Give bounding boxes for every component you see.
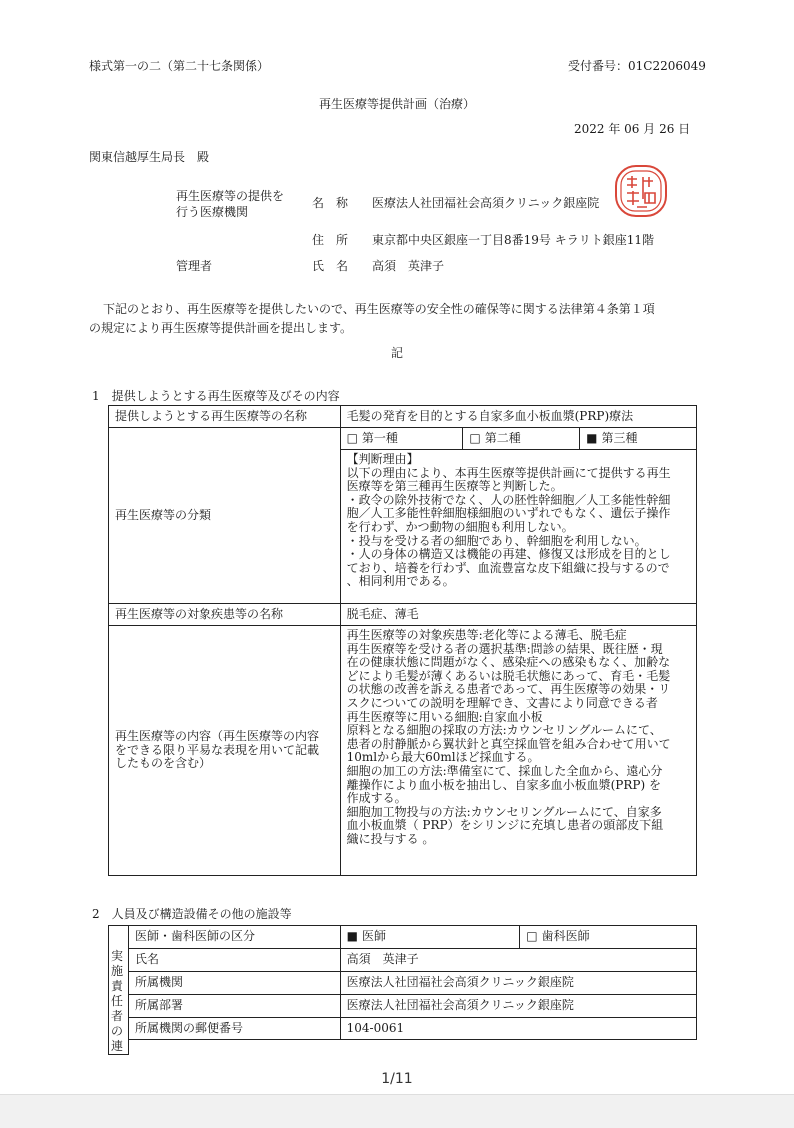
checkbox-filled-icon: ■	[346, 929, 358, 944]
postal-code-value: 104-0061	[340, 1017, 696, 1040]
checkbox-empty-icon: □	[346, 430, 358, 445]
content-value: 再生医療等の対象疾患等:老化等による薄毛、脱毛症 再生医療等を受ける者の選択基準:問診の結果、既往歴・現 在の健康状態に問題がなく、感染症への感染もなく、加齢な どにより毛髪が薄くあるいは脱毛状態にあって、育毛・毛髪 の状態の改善を訴える患者であって、再生医療等の効果・リ スクについての説明を理解でき、文書により同意できる者 再生医療等に用いる細胞:自家血小板 原料となる細胞の採取の方法:カウンセリングルームにて、 患者の肘静脈から翼状針と真空採血管を組み合わせて用いて 10mlから最大60mlほど採血する。 細胞の加工の方法:準備室にて、採血した全血から、遠心分 離操作により血小板を抽出し、自家多血小板血漿(PRP) を 作成する。 細胞加工物投与の方法:カウンセリングルームにて、自家多 血小板血漿（ PRP）をシリンジに充填し患者の頭部皮下組 織に投与する 。	[340, 626, 696, 876]
doctor-type-label: 医師・歯科医師の区分	[128, 926, 340, 949]
doctor-type-option-2: □ 歯科医師	[520, 926, 697, 949]
plan-name-label: 提供しようとする再生医療等の名称	[109, 406, 341, 428]
document-title: 再生医療等提供計画（治療）	[318, 97, 475, 111]
form-number: 様式第一の二（第二十七条関係）	[89, 59, 270, 73]
manager-label: 管理者	[176, 259, 213, 273]
institution-address: 東京都中央区銀座一丁目8番19号 キラリト銀座11階	[372, 233, 654, 247]
official-seal-icon	[613, 163, 669, 219]
section2-table	[108, 925, 697, 1055]
receipt-number: 受付番号：01C2206049	[568, 59, 706, 73]
page-footer-shade	[0, 1094, 794, 1128]
classification-reason: 【判断理由】 以下の理由により、本再生医療等提供計画にて提供する再生 医療等を第三種再生医療等と判断した。 ・政令の除外技術でなく、人の胚性幹細胞／人工多能性幹細 胞／人工多能性幹細胞様細胞のいずれでもなく、遺伝子操作 を行わず、かつ動物の細胞も利用しない。 ・投与を受ける者の細胞であり、幹細胞を利用しない。 ・人の身体の構造又は機能の再建、修復又は形成を目的とし ており、培養を行わず、血流豊富な皮下組織に投与するので 、相同利用である。	[340, 450, 696, 604]
classification-label: 再生医療等の分類	[109, 428, 341, 604]
affiliation-value: 医療法人社団福社会高須クリニック銀座院	[340, 971, 696, 994]
postal-code-label: 所属機関の郵便番号	[128, 1017, 340, 1040]
class-option-1: □ 第一種	[340, 428, 463, 450]
content-label: 再生医療等の内容（再生医療等の内容 をできる限り平易な表現を用いて記載 したものを含む）	[109, 626, 341, 876]
table-continuation	[128, 1040, 696, 1055]
addressee: 関東信越厚生局長 殿	[89, 150, 210, 164]
section1-table	[108, 405, 697, 876]
department-value: 医療法人社団福社会高須クリニック銀座院	[340, 994, 696, 1017]
doctor-type-option-1: ■ 医師	[340, 926, 520, 949]
section2-heading: 2 人員及び構造設備その他の施設等	[92, 907, 292, 921]
ki-mark: 記	[390, 346, 403, 360]
affiliation-label: 所属機関	[128, 971, 340, 994]
manager-name: 高須 英津子	[372, 259, 445, 273]
plan-name-value: 毛髪の発育を目的とする自家多血小板血漿(PRP)療法	[340, 406, 696, 428]
checkbox-empty-icon: □	[526, 929, 538, 944]
responsible-name-label: 氏名	[128, 948, 340, 971]
intro-paragraph: 下記のとおり、再生医療等を提供したいので、再生医療等の安全性の確保等に関する法律第４条第１項 の規定により再生医療等提供計画を提出します。	[89, 302, 655, 335]
name-label: 名 称	[312, 196, 349, 210]
manager-name-label: 氏 名	[312, 259, 349, 273]
checkbox-empty-icon: □	[469, 430, 481, 445]
submission-date: 2022 年 06 月 26 日	[574, 122, 691, 136]
institution-label: 再生医療等の提供を 行う医療機関	[176, 189, 285, 219]
disease-label: 再生医療等の対象疾患等の名称	[109, 604, 341, 626]
institution-name: 医療法人社団福社会高須クリニック銀座院	[372, 196, 600, 210]
responsible-name-value: 高須 英津子	[340, 948, 696, 971]
section1-heading: 1 提供しようとする再生医療等及びその内容	[92, 389, 340, 403]
page-number: 1/11	[381, 1071, 413, 1087]
responsible-person-vertical-label: 実施責任者の連	[109, 926, 129, 1055]
disease-value: 脱毛症、薄毛	[340, 604, 696, 626]
department-label: 所属部署	[128, 994, 340, 1017]
class-option-3: ■ 第三種	[580, 428, 697, 450]
checkbox-filled-icon: ■	[586, 430, 598, 445]
class-option-2: □ 第二種	[463, 428, 580, 450]
address-label: 住 所	[312, 233, 349, 247]
